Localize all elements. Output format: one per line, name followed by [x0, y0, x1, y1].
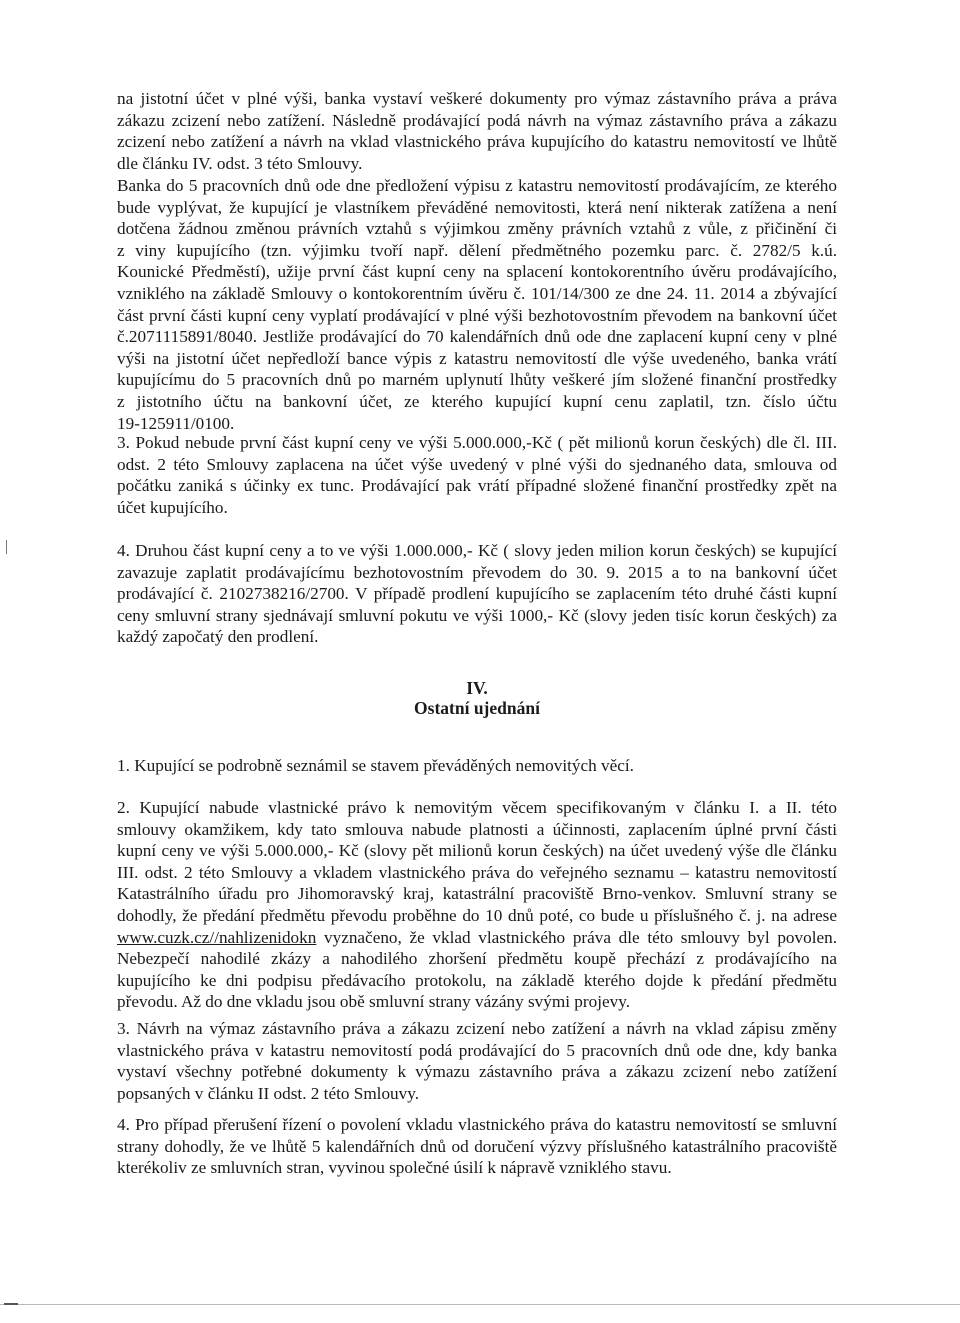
- text-line: převodu. Až do dne vkladu jsou obě smluvní strany vázány svými projevy.: [117, 992, 630, 1012]
- text-line: zavazuje zaplatit prodávajícímu bezhotovostním převodem do 30. 9. 2015 a to na bankovní účet: [117, 562, 837, 582]
- text-line: dotčena žádnou změnou právních vztahů s výjimkou změny právních vztahů z vůle, z přičinění či: [117, 219, 837, 239]
- text-line: smlouvy okamžikem, kdy tato smlouva nabude platnosti a účinnosti, zaplacením úplné první části: [117, 819, 837, 839]
- text-line: dohodly, že předání předmětu převodu proběhne do 10 dnů poté, co bude u příslušného č. j. na adrese: [117, 905, 837, 925]
- scan-margin-mark: [6, 540, 7, 554]
- paragraph-3: [117, 432, 837, 518]
- paragraph-banka: [117, 175, 837, 434]
- text-line: účet kupujícího.: [117, 497, 228, 517]
- text-line: Kounické Předměstí), užije první část kupní ceny na splacení kontokorentního úvěru prodávajícího,: [117, 262, 837, 282]
- text-line: strany dohodly, že ve lhůtě 5 kalendářních dnů od doručení výzvy příslušného katastrálního pracoviště: [117, 1136, 837, 1156]
- scan-bottom-mark: [4, 1303, 18, 1305]
- text-line: každý započatý den prodlení.: [117, 627, 319, 647]
- text-line: 3. Pokud nebude první část kupní ceny ve výši 5.000.000,-Kč ( pět milionů korun českých) dle čl. III.: [117, 433, 837, 452]
- paragraph-iv-2: [117, 797, 837, 1013]
- text-line: z jistotního účtu na bankovní účet, ze kterého kupující kupní cenu zaplatil, tzn. číslo účtu: [117, 391, 837, 411]
- section-number: IV.: [466, 678, 488, 698]
- paragraph-iv-3: [117, 1018, 837, 1104]
- text-line: vystaví všechny potřebné dokumenty k výmazu zástavního práva a zákazu zcizení nebo zatížení: [117, 1062, 837, 1082]
- scan-bottom-line: [0, 1304, 960, 1305]
- text-line: odst. 2 této Smlouvy zaplacena na účet výše uvedený v plné výši do sjednaného data, smlouva od: [117, 454, 837, 474]
- text-line: III. odst. 2 této Smlouvy a vkladem vlastnického práva do veřejného seznamu – katastru nemovitostí: [117, 862, 837, 882]
- paragraph-4: [117, 540, 837, 648]
- paragraph-iv-1: [117, 755, 837, 777]
- text-line: kupujícímu do 5 pracovních dnů po marném uplynutí lhůty veškeré jím složené finanční prostředky: [117, 370, 837, 390]
- text-line: zcizení nebo zatížení a návrh na vklad vlastnického práva kupujícího do katastru nemovitostí ve lhůtě: [117, 132, 837, 152]
- text-line: z viny kupujícího (tzn. výjimku tvoří např. dělení předmětného pozemku parc. č. 2782/5 k.ú.: [117, 240, 837, 260]
- link-line: [117, 927, 837, 949]
- text-line: 19-125911/0100.: [117, 413, 235, 433]
- link-line-rest: vyznačeno, že vklad vlastnického práva dle této smlouvy byl povolen.: [316, 927, 837, 947]
- text-line: 3. Návrh na výmaz zástavního práva a zákazu zcizení nebo zatížení a návrh na vklad zápisu změny: [117, 1019, 837, 1038]
- text-line: prodávající č. 2102738216/2700. V případě prodlení kupujícího se zaplacením této druhé části kupní: [117, 584, 837, 604]
- text-line: vzniklého na základě Smlouvy o kontokorentním úvěru č. 101/14/300 ze dne 24. 11. 2014 a zbývající: [117, 283, 837, 303]
- text-line: 2. Kupující nabude vlastnické právo k nemovitým věcem specifikovaným v článku I. a II. této: [117, 798, 837, 817]
- paragraph-iv-4: [117, 1114, 837, 1179]
- text-line: vlastnického práva v katastru nemovitostí podá prodávající do 5 pracovních dnů ode dne, kdy banka: [117, 1040, 837, 1060]
- text-line: ceny smluvní strany sjednávají smluvní pokutu ve výši 1000,- Kč (slovy jeden tisíc korun českých) za: [117, 605, 837, 625]
- text-line: 4. Pro případ přerušení řízení o povolení vkladu vlastnického práva do katastru nemovitostí se smluvní: [117, 1115, 837, 1134]
- text-line: část první části kupní ceny vyplatí prodávající v plné výši bezhotovostním převodem na bankovní účet: [117, 305, 837, 325]
- text-line: kupní ceny ve výši 5.000.000,- Kč (slovy pět milionů korun českých) na účet uvedený výše dle článku: [117, 841, 837, 861]
- text-line: 1. Kupující se podrobně seznámil se stavem převáděných nemovitých věcí.: [117, 756, 634, 775]
- text-line: Nebezpečí nahodilé zkázy a nahodilého zhoršení předmětu koupě přechází z prodávajícího na: [117, 949, 837, 969]
- text-line: kupujícího ke dni podpisu předávacího protokolu, na základě kterého dojde k předání předmětu: [117, 970, 837, 990]
- section-title: Ostatní ujednání: [414, 698, 540, 718]
- cuzk-link[interactable]: www.cuzk.cz//nahlizenidokn: [117, 927, 317, 947]
- text-line: kterékoliv ze smluvních stran, vyvinou společné úsilí k nápravě vzniklého stavu.: [117, 1158, 672, 1178]
- text-line: 4. Druhou část kupní ceny a to ve výši 1.000.000,- Kč ( slovy jeden milion korun českých) se kupující: [117, 541, 837, 560]
- text-line: výši na jistotní účet nepředloží bance výpis z katastru nemovitostí dle výše uvedeného, banka vrátí: [117, 348, 837, 368]
- text-line: počátku zaniká s účinky ex tunc. Prodávající pak vrátí případné složené finanční prostředky zpět na: [117, 476, 837, 496]
- text-line: popsaných v článku II odst. 2 této Smlouvy.: [117, 1083, 420, 1103]
- text-line: zákazu zcizení nebo zatížení. Následně prodávající podá návrh na výmaz zástavního práva a zákazu: [117, 110, 837, 130]
- text-line: Katastrálního úřadu pro Jihomoravský kraj, katastrální pracoviště Brno-venkov. Smluvní strany se: [117, 884, 837, 904]
- text-line: na jistotní účet v plné výši, banka vystaví veškeré dokumenty pro výmaz zástavního práva a práva: [117, 89, 837, 108]
- paragraph-intro: [117, 88, 837, 174]
- text-line: dle článku IV. odst. 3 této Smlouvy.: [117, 153, 363, 173]
- text-line: Banka do 5 pracovních dnů ode dne předložení výpisu z katastru nemovitostí prodávajícím, ze kterého: [117, 176, 837, 195]
- text-line: bude vyplývat, že kupující je vlastníkem převáděné nemovitosti, která není nikterak zatížena a není: [117, 197, 837, 217]
- text-line: č.2071115891/8040. Jestliže prodávající do 70 kalendářních dnů ode dne zaplacení kupní ceny v plné: [117, 327, 837, 347]
